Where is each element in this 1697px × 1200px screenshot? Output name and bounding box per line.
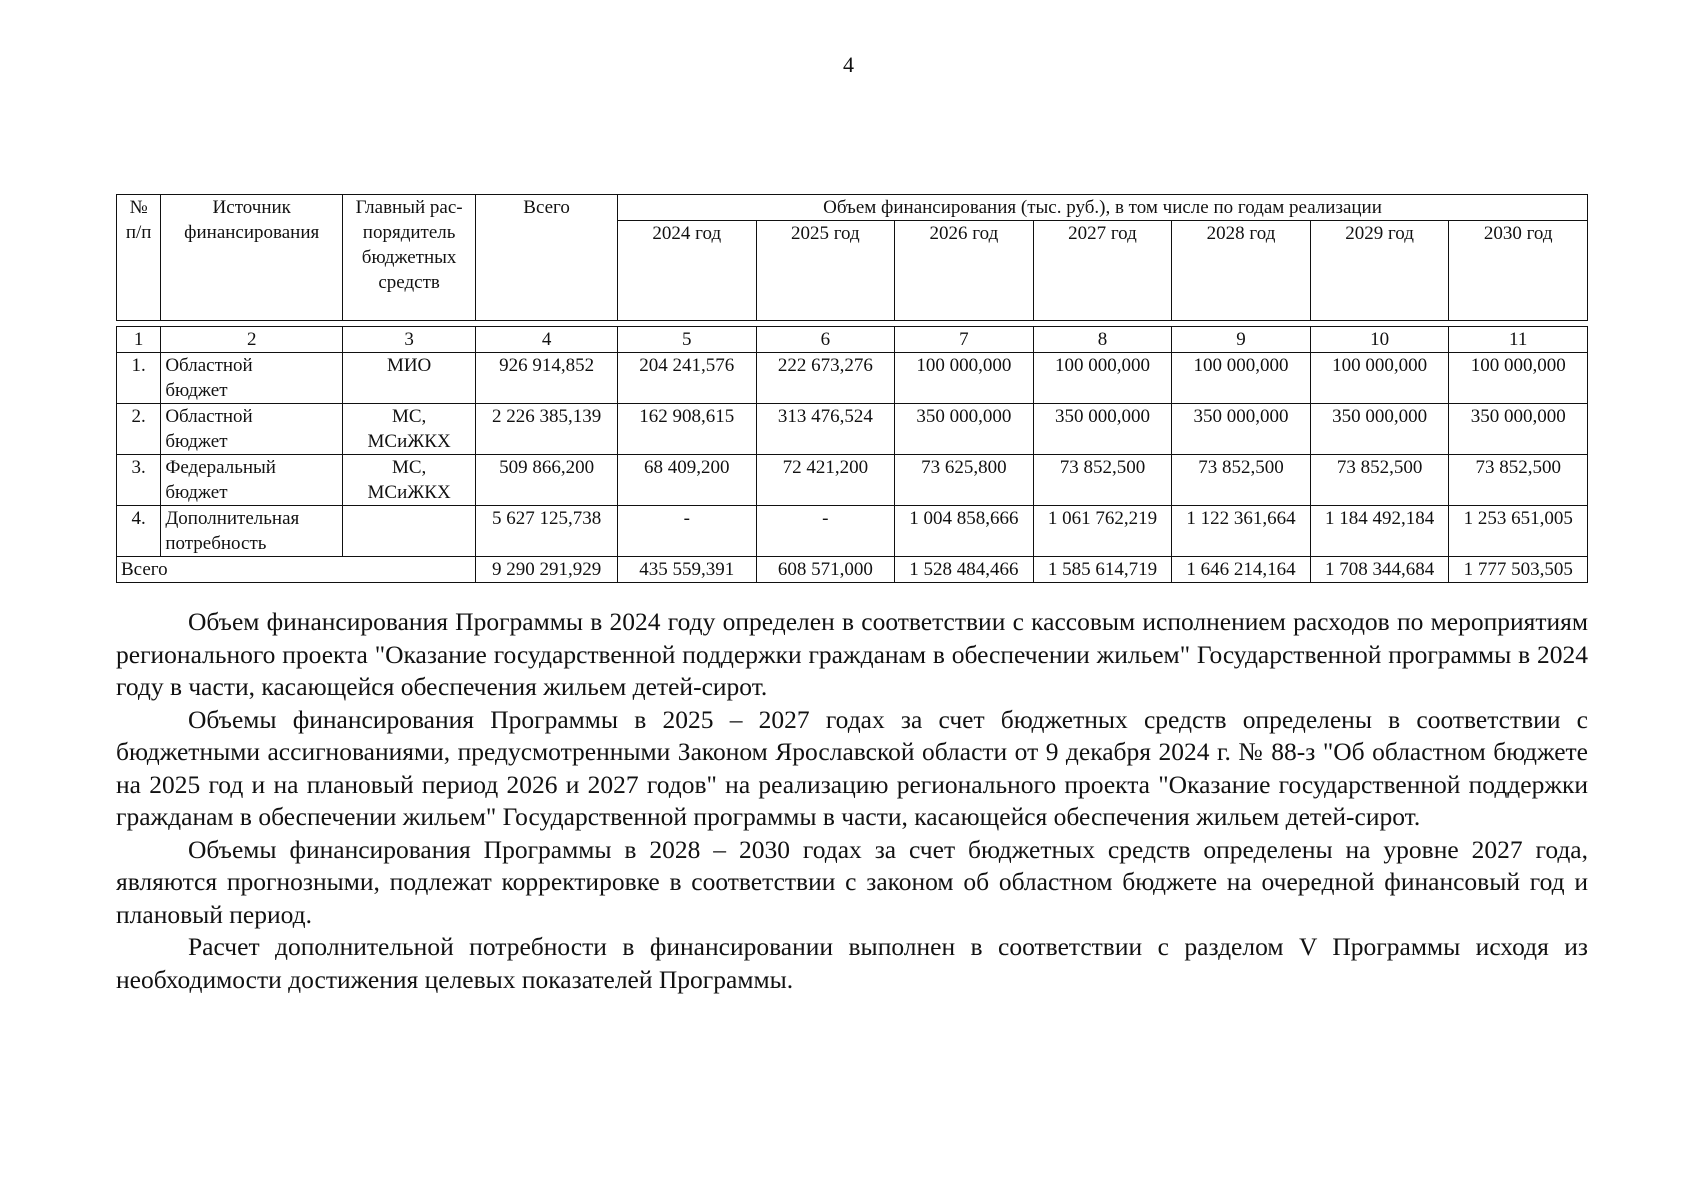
row-total: 509 866,200 — [476, 455, 618, 506]
row-year-value: 73 852,500 — [1310, 455, 1449, 506]
row-manager: МИО — [343, 353, 476, 404]
row-manager: МС, МСиЖКХ — [343, 455, 476, 506]
row-source: Областной бюджет — [161, 404, 343, 455]
row-year-value: 100 000,000 — [1172, 353, 1311, 404]
column-numbers-row — [117, 327, 1588, 353]
row-year-value: 350 000,000 — [1310, 404, 1449, 455]
column-number: 6 — [756, 327, 895, 353]
column-number: 10 — [1310, 327, 1449, 353]
row-year-value: - — [756, 506, 895, 557]
row-year-value: 100 000,000 — [1310, 353, 1449, 404]
row-manager — [343, 506, 476, 557]
financing-table — [116, 194, 1588, 583]
row-year-value: 1 004 858,666 — [895, 506, 1034, 557]
header-year: 2024 год — [618, 221, 757, 321]
table-row — [117, 506, 1588, 557]
row-year-value: 222 673,276 — [756, 353, 895, 404]
total-year-value: 608 571,000 — [756, 557, 895, 583]
row-total: 926 914,852 — [476, 353, 618, 404]
header-year: 2029 год — [1310, 221, 1449, 321]
row-year-value: 1 253 651,005 — [1449, 506, 1588, 557]
row-year-value: 350 000,000 — [1449, 404, 1588, 455]
row-year-value: 73 852,500 — [1449, 455, 1588, 506]
header-year: 2027 год — [1033, 221, 1172, 321]
column-number: 3 — [343, 327, 476, 353]
table-row — [117, 404, 1588, 455]
row-year-value: 350 000,000 — [1033, 404, 1172, 455]
header-manager: Главный рас- порядитель бюджетных средств — [343, 195, 476, 321]
header-year: 2025 год — [756, 221, 895, 321]
row-source: Областной бюджет — [161, 353, 343, 404]
row-manager: МС, МСиЖКХ — [343, 404, 476, 455]
column-number: 5 — [618, 327, 757, 353]
row-year-value: - — [618, 506, 757, 557]
header-no: № п/п — [117, 195, 161, 321]
row-year-value: 72 421,200 — [756, 455, 895, 506]
page-number: 4 — [843, 52, 854, 77]
total-year-value: 1 777 503,505 — [1449, 557, 1588, 583]
row-number: 4. — [117, 506, 161, 557]
column-number: 1 — [117, 327, 161, 353]
total-sum: 9 290 291,929 — [476, 557, 618, 583]
header-year: 2030 год — [1449, 221, 1588, 321]
row-year-value: 73 625,800 — [895, 455, 1034, 506]
row-year-value: 73 852,500 — [1172, 455, 1311, 506]
paragraph: Объемы финансирования Программы в 2028 – 2030 годах за счет бюджетных средств определены на уровне 2027 года, являются прогнозными, подлежат корректировке в соответствии с законом об областном бюджете на очередной финансовый год и плановый период. — [116, 834, 1588, 929]
total-row — [117, 557, 1588, 583]
column-number: 9 — [1172, 327, 1311, 353]
total-year-value: 1 585 614,719 — [1033, 557, 1172, 583]
paragraph: Объем финансирования Программы в 2024 году определен в соответствии с кассовым исполнением расходов по мероприятиям регионального проекта "Оказание государственной поддержки гражданам в обеспечении жильем" Государственной программы в 2024 году в части, касающейся обеспечения жильем детей-сирот. — [116, 607, 1588, 701]
row-source: Федеральный бюджет — [161, 455, 343, 506]
column-number: 8 — [1033, 327, 1172, 353]
row-year-value: 350 000,000 — [1172, 404, 1311, 455]
row-year-value: 204 241,576 — [618, 353, 757, 404]
row-total: 5 627 125,738 — [476, 506, 618, 557]
row-total: 2 226 385,139 — [476, 404, 618, 455]
paragraph: Объемы финансирования Программы в 2025 – 2027 годах за счет бюджетных средств определены в соответствии с бюджетными ассигнованиями, предусмотренными Законом Ярославской области от 9 декабря 2024 г. № 88-з "Об областном бюджете на 2025 год и на плановый период 2026 и 2027 годов" на реализацию регионального проекта "Оказание государственной поддержки гражданам в обеспечении жильем" Государственной программы в части, касающейся обеспечения жильем детей-сирот. — [116, 704, 1588, 831]
header-volume: Объем финансирования (тыс. руб.), в том числе по годам реализации — [618, 195, 1588, 221]
header-source: Источник финансирования — [161, 195, 343, 321]
row-year-value: 1 122 361,664 — [1172, 506, 1311, 557]
row-year-value: 350 000,000 — [895, 404, 1034, 455]
row-source: Дополнительная потребность — [161, 506, 343, 557]
total-year-value: 1 528 484,466 — [895, 557, 1034, 583]
table-row — [117, 353, 1588, 404]
total-year-value: 435 559,391 — [618, 557, 757, 583]
header-year: 2026 год — [895, 221, 1034, 321]
total-year-value: 1 646 214,164 — [1172, 557, 1311, 583]
total-year-value: 1 708 344,684 — [1310, 557, 1449, 583]
row-year-value: 100 000,000 — [895, 353, 1034, 404]
header-row-1 — [117, 195, 1588, 221]
header-total: Всего — [476, 195, 618, 321]
body-text — [116, 606, 1588, 996]
row-year-value: 73 852,500 — [1033, 455, 1172, 506]
row-year-value: 162 908,615 — [618, 404, 757, 455]
row-year-value: 100 000,000 — [1449, 353, 1588, 404]
column-number: 2 — [161, 327, 343, 353]
row-year-value: 100 000,000 — [1033, 353, 1172, 404]
row-year-value: 68 409,200 — [618, 455, 757, 506]
row-year-value: 1 184 492,184 — [1310, 506, 1449, 557]
row-year-value: 313 476,524 — [756, 404, 895, 455]
table-row — [117, 455, 1588, 506]
header-year: 2028 год — [1172, 221, 1311, 321]
paragraph: Расчет дополнительной потребности в финансировании выполнен в соответствии с разделом V Программы исходя из необходимости достижения целевых показателей Программы. — [116, 932, 1588, 994]
row-number: 2. — [117, 404, 161, 455]
row-number: 3. — [117, 455, 161, 506]
column-number: 7 — [895, 327, 1034, 353]
row-number: 1. — [117, 353, 161, 404]
row-year-value: 1 061 762,219 — [1033, 506, 1172, 557]
total-label: Всего — [117, 557, 476, 583]
column-number: 4 — [476, 327, 618, 353]
column-number: 11 — [1449, 327, 1588, 353]
